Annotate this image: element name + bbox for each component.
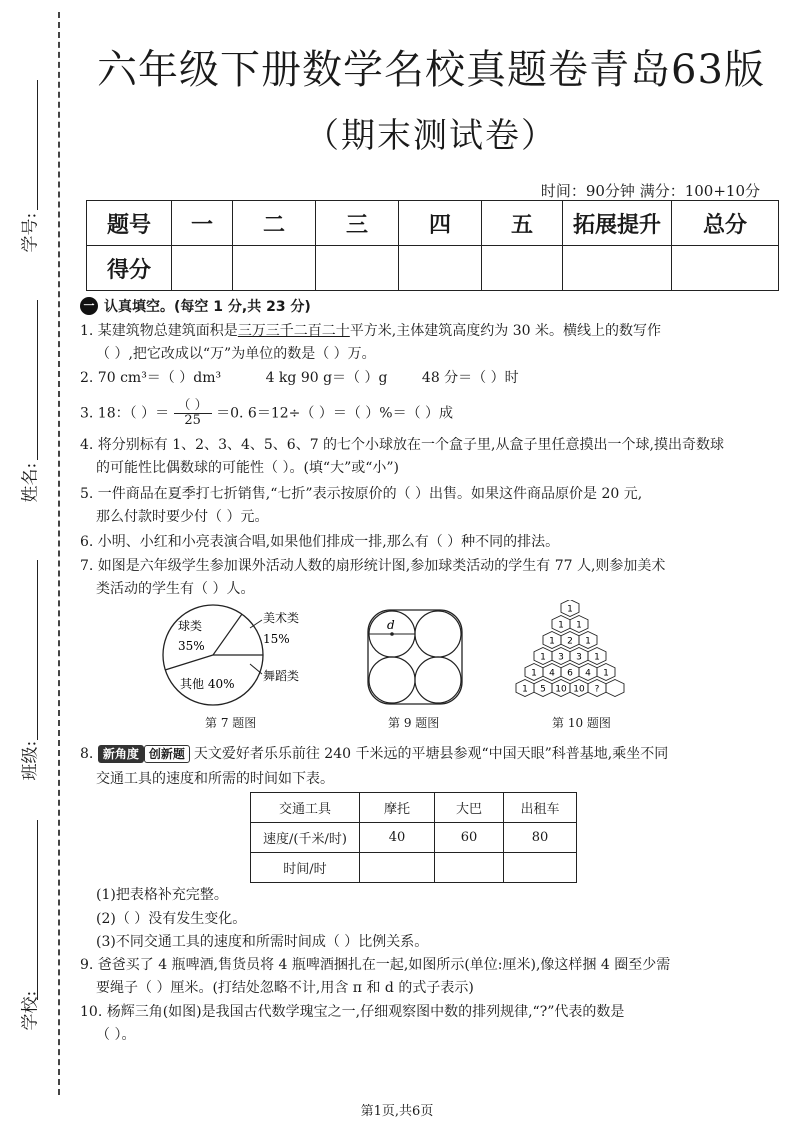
time-cell[interactable] bbox=[504, 853, 577, 883]
exam-meta: 时间：90分钟 满分：100+10分 bbox=[540, 182, 760, 200]
speed-cell: 80 bbox=[504, 823, 577, 853]
student-id-line bbox=[37, 80, 38, 210]
question-9: 9. 爸爸买了 4 瓶啤酒,售货员将 4 瓶啤酒捆扎在一起,如图所示(单位:厘米),像这样捆 4 圈至少需 bbox=[80, 957, 671, 973]
name-label: 姓名: bbox=[20, 462, 41, 503]
figure-9-caption: 第 9 题图 bbox=[388, 716, 440, 730]
q4-line2: 的可能性比偶数球的可能性（ ）。(填“大”或“小”) bbox=[96, 460, 400, 476]
pascal-value: 1 bbox=[585, 636, 591, 647]
pascal-value: 1 bbox=[558, 620, 564, 631]
transport-time-row bbox=[251, 853, 577, 883]
pie-divider bbox=[165, 655, 213, 670]
pascal-value: 3 bbox=[576, 652, 582, 663]
q8-number: 8. bbox=[80, 746, 94, 762]
pascal-value: 1 bbox=[531, 668, 537, 679]
score-header-cell: 三 bbox=[316, 201, 399, 246]
question-2 bbox=[80, 367, 740, 389]
pascal-value: 10 bbox=[555, 684, 567, 695]
name-line bbox=[37, 300, 38, 460]
pascal-value: 1 bbox=[603, 668, 609, 679]
q9-line2: 要绳子（ ）厘米。(打结处忽略不计,用含 π 和 d 的式子表示) bbox=[96, 980, 474, 996]
pascal-value: 1 bbox=[594, 652, 600, 663]
pascal-value: 5 bbox=[540, 684, 546, 695]
pascal-value: 1 bbox=[522, 684, 528, 695]
pie-label-meishu: 美术类 bbox=[263, 611, 300, 625]
transport-header-cell: 大巴 bbox=[435, 793, 504, 823]
school-line bbox=[37, 820, 38, 1000]
score-row-label: 得分 bbox=[87, 246, 172, 291]
question-4: 4. 将分别标有 1、2、3、4、5、6、7 的七个小球放在一个盒子里,从盒子里任意摸出一个球,摸出奇数球 bbox=[80, 437, 724, 453]
q3-part-a: 3. 18：（ ）＝ bbox=[80, 405, 170, 422]
pie-label-qiu: 球类 bbox=[178, 619, 203, 633]
class-label: 班级: bbox=[20, 740, 41, 781]
pascal-value: 2 bbox=[567, 636, 573, 647]
pascal-cell bbox=[606, 680, 624, 697]
class-line bbox=[37, 560, 38, 740]
pascal-value: 1 bbox=[576, 620, 582, 631]
q8-sub3: (3)不同交通工具的速度和所需时间成（ ）比例关系。 bbox=[96, 934, 429, 950]
question-8 bbox=[80, 743, 740, 765]
score-cell[interactable] bbox=[672, 246, 779, 291]
q1-prefix: 1. 某建筑物总建筑面积是 bbox=[80, 323, 238, 339]
q1-line2: （ ）,把它改成以“万”为单位的数是（ ）万。 bbox=[96, 346, 376, 362]
question-3 bbox=[80, 399, 740, 428]
pascal-value: 3 bbox=[558, 652, 564, 663]
q10-line2: （ ）。 bbox=[96, 1027, 136, 1043]
q3-fraction bbox=[174, 399, 212, 428]
bottle-circle bbox=[369, 657, 415, 703]
section-badge: 一 bbox=[80, 297, 98, 315]
q1-underlined: 三万三千二百二十 bbox=[237, 323, 350, 339]
question-5: 5. 一件商品在夏季打七折销售,“七折”表示按原价的（ ）出售。如果这件商品原价是 20 元, bbox=[80, 486, 643, 502]
pascal-value: 6 bbox=[567, 668, 573, 679]
score-header-cell: 题号 bbox=[87, 201, 172, 246]
center-dot bbox=[390, 632, 394, 636]
time-cell[interactable] bbox=[435, 853, 504, 883]
new-angle-tag: 新角度 bbox=[98, 745, 144, 763]
speed-label: 速度/(千米/时) bbox=[251, 823, 360, 853]
score-cell[interactable] bbox=[399, 246, 482, 291]
bottle-circle bbox=[415, 611, 461, 657]
q3-fraction-top: （ ） bbox=[174, 399, 212, 414]
pie-pct-meishu: 15% bbox=[263, 632, 290, 646]
innovation-tag: 创新题 bbox=[144, 745, 190, 763]
question-10: 10. 杨辉三角(如图)是我国古代数学瑰宝之一,仔细观察图中数的排列规律,“?”代表的数是 bbox=[80, 1004, 625, 1020]
question-6: 6. 小明、小红和小亮表演合唱,如果他们排成一排,那么有（ ）种不同的排法。 bbox=[80, 534, 560, 550]
score-header-cell: 四 bbox=[399, 201, 482, 246]
student-id-label: 学号: bbox=[20, 212, 41, 253]
pie-label-wudao: 舞蹈类 bbox=[263, 669, 300, 683]
page-subtitle: （期末测试卷） bbox=[305, 116, 557, 156]
question-1 bbox=[80, 320, 740, 342]
q7-line2: 类活动的学生有（ ）人。 bbox=[96, 581, 255, 597]
time-cell[interactable] bbox=[360, 853, 435, 883]
pie-chart-figure bbox=[150, 600, 320, 710]
time-label: 时间/时 bbox=[251, 853, 360, 883]
pie-leader bbox=[250, 664, 262, 674]
diameter-label: d bbox=[387, 618, 395, 632]
binding-margin bbox=[0, 0, 62, 1123]
pascal-value: 1 bbox=[540, 652, 546, 663]
score-table bbox=[86, 200, 779, 291]
score-value-row bbox=[87, 246, 779, 291]
speed-cell: 40 bbox=[360, 823, 435, 853]
q3-part-b: ＝0. 6＝12÷（ ）＝（ ）%＝（ ）成 bbox=[216, 405, 454, 422]
dashed-cut-line bbox=[58, 12, 60, 1095]
section-heading bbox=[80, 296, 311, 316]
score-cell[interactable] bbox=[563, 246, 672, 291]
pascal-value: 10 bbox=[573, 684, 585, 695]
pascal-value: 1 bbox=[549, 636, 555, 647]
transport-table bbox=[250, 792, 577, 883]
q2-part-c: 48 分＝（ ）时 bbox=[421, 370, 519, 386]
q8-line1: 天文爱好者乐乐前往 240 千米远的平塘县参观“中国天眼”科普基地,乘坐不同 bbox=[193, 746, 669, 762]
pie-label-qita: 其他 40% bbox=[180, 677, 235, 691]
score-header-cell: 二 bbox=[233, 201, 316, 246]
score-header-cell: 五 bbox=[482, 201, 563, 246]
bottle-circle bbox=[415, 657, 461, 703]
figure-10-caption: 第 10 题图 bbox=[552, 716, 611, 730]
score-cell[interactable] bbox=[233, 246, 316, 291]
transport-speed-row bbox=[251, 823, 577, 853]
pie-pct-qiu: 35% bbox=[178, 639, 205, 653]
pascal-value: 1 bbox=[567, 604, 573, 615]
score-cell[interactable] bbox=[172, 246, 233, 291]
section-title: 认真填空。(每空 1 分,共 23 分) bbox=[104, 299, 311, 315]
score-cell[interactable] bbox=[482, 246, 563, 291]
score-header-cell: 总分 bbox=[672, 201, 779, 246]
pascal-value: ? bbox=[594, 684, 600, 695]
figure-7-caption: 第 7 题图 bbox=[205, 716, 257, 730]
pascal-value: 4 bbox=[585, 668, 591, 679]
school-label: 学校: bbox=[20, 990, 41, 1031]
pascal-triangle-figure bbox=[515, 600, 645, 706]
transport-header-cell: 出租车 bbox=[504, 793, 577, 823]
speed-cell: 60 bbox=[435, 823, 504, 853]
page-footer: 第1页,共6页 bbox=[360, 1104, 434, 1119]
q5-line2: 那么付款时要少付（ ）元。 bbox=[96, 509, 269, 525]
pascal-value: 4 bbox=[549, 668, 555, 679]
q8-line2: 交通工具的速度和所需的时间如下表。 bbox=[96, 771, 334, 787]
bottles-figure bbox=[365, 607, 465, 707]
q2-part-a: 2. 70 cm³＝（ ）dm³ bbox=[80, 370, 222, 386]
q1-suffix: 平方米,主体建筑高度约为 30 米。横线上的数写作 bbox=[349, 323, 661, 339]
page-title: 六年级下册数学名校真题卷青岛63版 bbox=[97, 47, 765, 93]
score-header-cell: 一 bbox=[172, 201, 233, 246]
q8-sub1: (1)把表格补充完整。 bbox=[96, 887, 228, 903]
q3-fraction-bottom: 25 bbox=[184, 413, 201, 428]
transport-header-row bbox=[251, 793, 577, 823]
rope-outline bbox=[368, 610, 462, 704]
question-7: 7. 如图是六年级学生参加课外活动人数的扇形统计图,参加球类活动的学生有 77 人,则参加美术 bbox=[80, 558, 666, 574]
transport-header-cell: 摩托 bbox=[360, 793, 435, 823]
score-cell[interactable] bbox=[316, 246, 399, 291]
pie-divider bbox=[213, 614, 242, 655]
score-header-cell: 拓展提升 bbox=[563, 201, 672, 246]
q2-part-b: 4 kg 90 g＝（ ）g bbox=[265, 370, 388, 386]
q8-sub2: (2)（ ）没有发生变化。 bbox=[96, 911, 247, 927]
transport-header-cell: 交通工具 bbox=[251, 793, 360, 823]
score-header-row bbox=[87, 201, 779, 246]
